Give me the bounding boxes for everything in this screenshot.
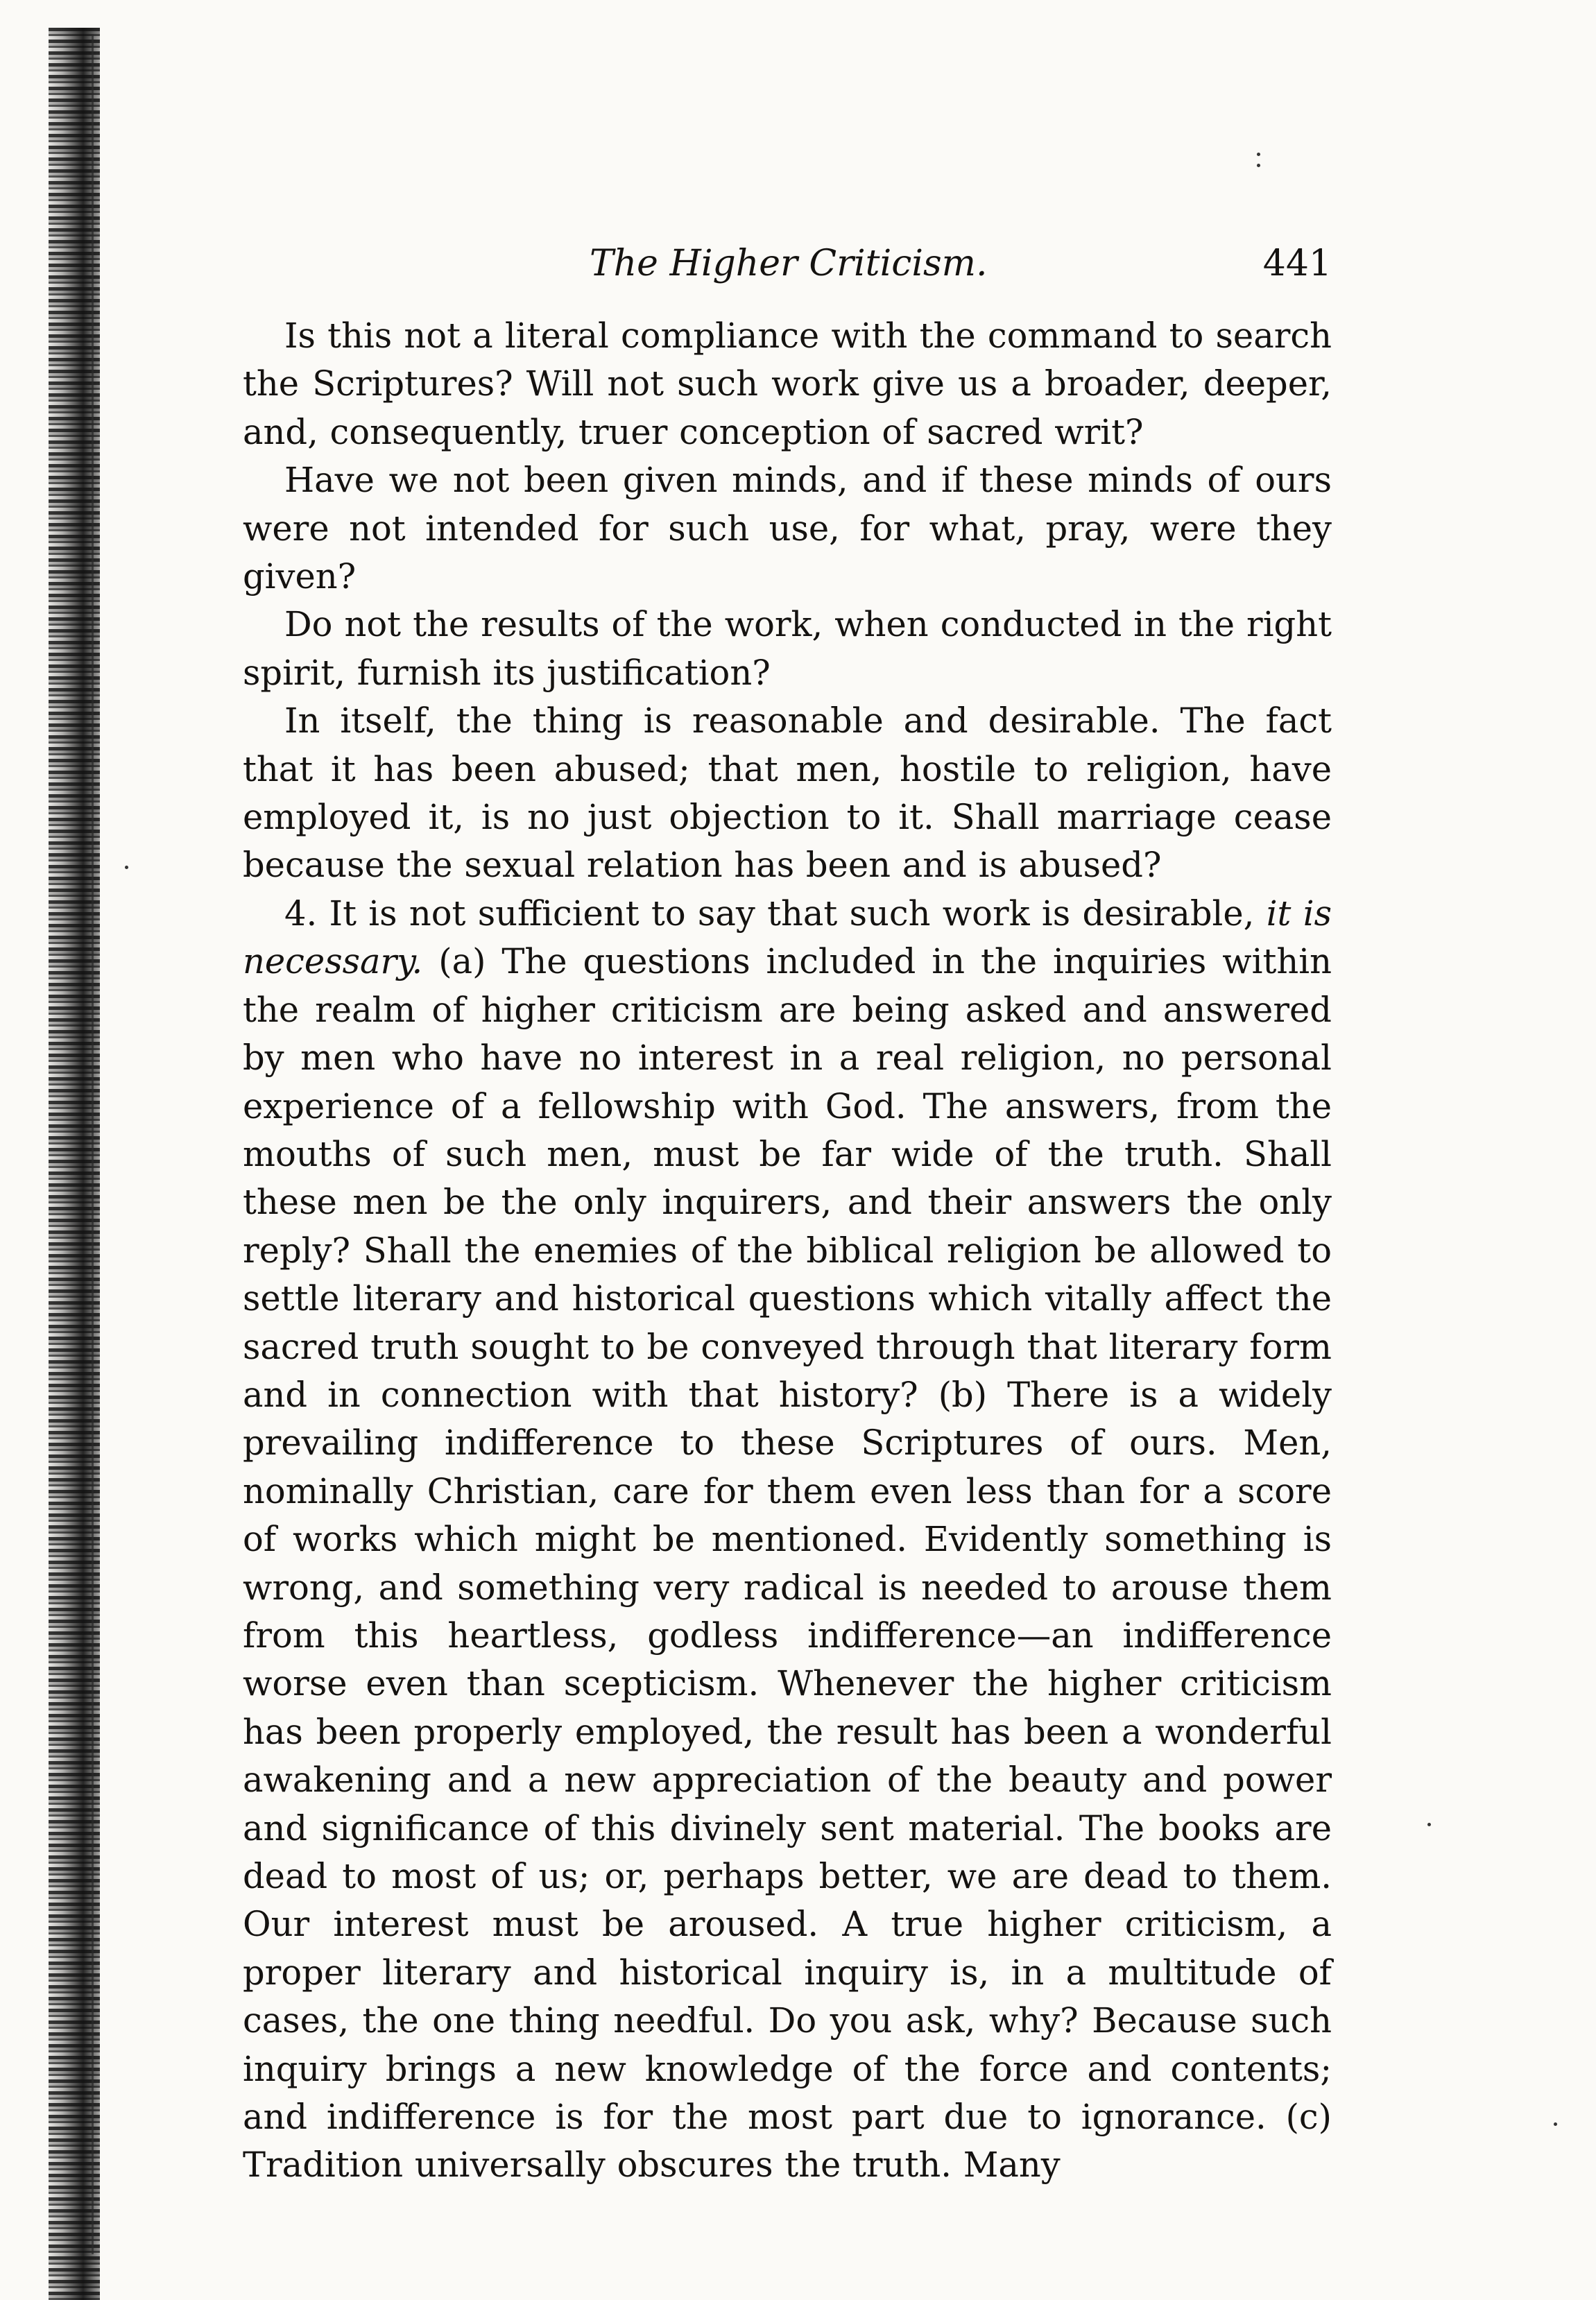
- scan-speck: [1554, 2122, 1557, 2126]
- paragraph-part-a: The questions included in the inquiries within the realm of higher criticism are being asked and answered by men who have no interest in a real religion, no personal experience of a fellowship with God. The answers, from the mouths of such men, must be far wide of the truth. Shall these men be the only inquirers, and their answers the only reply? Shall the enemies of the biblical religion be allowed to settle literary and historical questions which vitally affect the sacred truth sought to be conveyed through that literary form and in connection with that history?: [243, 941, 1332, 1415]
- paragraph-lead: 4. It is not sufficient to say that such work is desirable,: [284, 893, 1255, 934]
- paragraph: Have we not been given minds, and if these minds of ours were not intended for such use, for what, pray, were they given?: [243, 460, 1332, 597]
- scan-speck: [1257, 164, 1260, 167]
- marker-a: (a): [438, 941, 486, 982]
- scan-speck: [125, 866, 128, 869]
- page-header: [243, 236, 1332, 291]
- scan-speck: [1427, 1823, 1431, 1826]
- running-title: The Higher Criticism.: [590, 243, 988, 284]
- emphasis: it is necessary.: [243, 893, 1332, 982]
- paragraph-numbered-4: [243, 890, 1332, 2190]
- paragraph: Do not the results of the work, when conducted in the right spirit, furnish its justification?: [243, 604, 1332, 693]
- marker-b: (b): [938, 1374, 988, 1415]
- paragraph: In itself, the thing is reasonable and desirable. The fact that it has been abused; that men, hostile to religion, have employed it, is no just objection to it. Shall marriage cease because the sexual relation has been and is abused?: [243, 701, 1332, 886]
- scan-speck: [1257, 153, 1260, 156]
- paragraph-part-c: Tradition universally obscures the truth. Many: [243, 2145, 1061, 2186]
- marker-c: (c): [1285, 2097, 1332, 2138]
- binding-rule: [92, 35, 94, 2254]
- paragraph: Is this not a literal compliance with the command to search the Scriptures? Will not such work give us a broader, deeper, and, consequently, truer conception of sacred writ?: [243, 316, 1332, 452]
- body-text: [243, 312, 1332, 2190]
- paragraph-part-b: There is a widely prevailing indifference to these Scriptures of ours. Men, nominally Christian, care for them even less than for a score of works which might be mentioned. Evidently something is wrong, and something very radical is needed to arouse them from this heartless, godless indifference—an indifference worse even than scepticism. Whenever the higher criticism has been properly employed, the result has been a wonderful awakening and a new appreciation of the beauty and power and significance of this divinely sent material. The books are dead to most of us; or, perhaps better, we are dead to them. Our interest must be aroused. A true higher criticism, a proper literary and historical inquiry is, in a multitude of cases, the one thing needful. Do you ask, why? Because such inquiry brings a new knowledge of the force and contents; and indifference is for the most part due to ignorance.: [243, 1374, 1332, 2138]
- page-number: 441: [1262, 243, 1332, 284]
